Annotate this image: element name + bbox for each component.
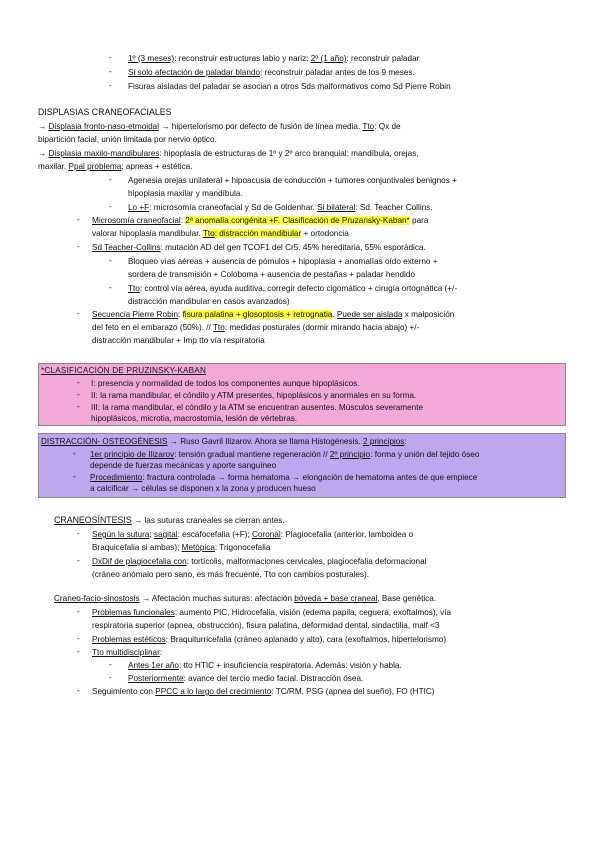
bullet: - [73, 472, 76, 481]
pruzinsky-item-3: III: la rama mandibular, el cóndilo y la ATM se encuentran ausentes. Músculos severamente [91, 403, 424, 412]
intro-line-2: Si solo afectación de paladar blando: reconstruir paladar antes de los 9 meses. [128, 68, 415, 77]
bullet: - [109, 256, 112, 265]
microsomia-line-1: Microsomía craneofacial: 2ª anomalía congénita +F. Clasificación de Pruzansky-Kaban* para [92, 216, 429, 225]
bullet: - [109, 283, 112, 292]
bullet: - [109, 202, 112, 211]
pruzinsky-title: *CLASIFICACIÓN DE PRUZINSKY-KABAN [41, 366, 207, 375]
esteticos-line: Problemas estéticos: Braquiturricefalia (cráneo aplanado y alto), cara (exoftalmos, hipertelorismo) [92, 635, 447, 644]
tto-collins-line-1: Tto: control vía aérea, ayuda auditiva, corregir defecto cigomático + cirugía ortognática (+/- [128, 284, 458, 293]
procedimiento-line: Procedimiento: fractura controlada → forma hematoma → elongación de hematoma antes de que empiece [90, 473, 478, 482]
bullet: - [109, 53, 112, 62]
bullet: - [77, 607, 80, 616]
bullet: - [109, 67, 112, 76]
fronto-line: → Displasia fronto-naso-etmoidal → hipertelorismo por defecto de fusión de línea media. Tto: Qx de [38, 122, 401, 131]
posteriormente-line: Posteriormente: avance del tercio medio facial. Distracción ósea. [128, 674, 364, 683]
teacher-line: Sd Teacher-Collins: mutación AD del gen TCOF1 del Cr5. 45% hereditaria, 55% esporádica. [92, 243, 426, 252]
maxilo-cont: maxilar. Ppal problema: apneas + estética. [38, 162, 193, 171]
bullet: - [73, 449, 76, 458]
funcionales-line-1: Problemas funcionales: aumento PIC, Hidrocefalia, visión (edema papila, ceguera, exoftalmos), vía [92, 608, 452, 617]
maxilo-line: → Displasia maxilo-mandibulares: hipoplasia de estructuras de 1º y 2º arco branquial: mandíbula, orejas, [38, 149, 419, 158]
pruzinsky-item-2: II: la rama mandibular, el cóndilo y ATM presentes, hipoplásicos y anormales en su forma. [91, 391, 417, 400]
sutura-line-2: Braquicefalia si ambas); Metópica: Trigonocefalia [92, 543, 271, 552]
dxdif-line-1: DxDif de plagiocefalia con: tortícolis, malformaciones cervicales, plagiocefalia deformacional [92, 557, 427, 566]
pruzinsky-item-1: I: presencia y normalidad de todos los componentes aunque hipoplásicos. [91, 379, 360, 388]
principio-1-line: 1er principio de Ilizarov: tensión gradual mantiene regeneración // 2º principio: forma y unión del tejido óseo [90, 450, 480, 459]
bullet: - [77, 556, 80, 565]
bloqueo-line-2: sordera de transmisión + Coloboma + ausencia de pestañas + paladar hendido [128, 270, 415, 279]
tto-multi-line: Tto multidisciplinar: [92, 648, 163, 657]
bullet: - [77, 215, 80, 224]
bloqueo-line-1: Bloqueo vías aéreas + ausencia de pómulos + hipoplasia + anomalías oído externo + [128, 257, 438, 266]
bullet: - [109, 81, 112, 90]
robin-line-1: Secuencia Pierre Robin: fisura palatina + glosoptosis + retrognatia. Puede ser aislada x malposición [92, 310, 455, 319]
bullet: - [77, 242, 80, 251]
seguimiento-line: Seguimiento con PPCC a lo largo del crecimiento: TC/RM, PSG (apnea del sueño), FO (HTIC) [92, 687, 435, 696]
pruzinsky-box [38, 363, 566, 426]
fronto-cont: bipartición facial, unión limitada por nervio óptico. [38, 135, 217, 144]
tto-collins-line-2: distracción mandibular en casos avanzados) [128, 297, 290, 306]
section-heading-displasias: DISPLASIAS CRANEOFACIALES [38, 107, 172, 117]
antes-line: Antes 1er año: tto HTIC + insuficiencia respiratoria. Además: visión y habla. [128, 661, 402, 670]
principio-1-cont: depende de fuerzas mecánicas y aporte sanguíneo [90, 461, 277, 470]
dxdif-line-2: (cráneo anómalo pero sano, es más frecuente. Tto con cambios posturales). [92, 570, 370, 579]
procedimiento-cont: a calcificar → células se disponen x la zona y producen hueso [90, 484, 316, 493]
craneosintesis-heading: CRANEOSÍNTESIS → las suturas craneales se cierran antes. [54, 515, 285, 525]
distraccion-title: DISTRACCIÓN- OSTEOGÉNESIS → Ruso Gavril Ilizarov. Ahora se llama Histogénesis. 2 principios: [41, 437, 407, 446]
sutura-line-1: Según la sutura: sagital: escafocefalia (+F); Coronal: Plagiocefalia (anterior, lamboidea o [92, 530, 414, 539]
funcionales-line-2: respiratoria superior (apnea, obstrucción), fisura palatina, deformidad dental, sindactilia, malf <3 [92, 621, 440, 630]
bullet: - [109, 673, 112, 682]
bullet: - [77, 378, 80, 387]
bullet: - [77, 529, 80, 538]
pruzinsky-item-3-cont: hipoplásicos, microtia, macrostomía, lesión de vértebras. [91, 414, 298, 423]
bullet: - [77, 309, 80, 318]
agenesia-line-2: hipoplasia maxilar y mandíbula. [128, 189, 243, 198]
agenesia-line-1: Agenesia orejas unilateral + hipoacusia de conducción + tumores conjuntivales benignos + [128, 176, 457, 185]
microsomia-line-2: valorar hipoplasia mandibular. Tto: distracción mandibular + ortodoncia [92, 229, 349, 238]
bullet: - [77, 390, 80, 399]
bullet: - [77, 647, 80, 656]
lo-line: Lo +F: microsomía craneofacial y Sd de Goldenhar. Si bilateral: Sd. Teacher Collins. [128, 203, 433, 212]
bullet: - [77, 402, 80, 411]
bullet: - [109, 660, 112, 669]
bullet: - [77, 634, 80, 643]
bullet: - [77, 686, 80, 695]
sinostosis-heading: Craneo-facio-sinostosis → Afectación muchas suturas: afectación bóveda + base craneal. Base genética. [54, 594, 437, 603]
intro-line-3: Fisuras aisladas del paladar se asocian a otros Sds malformativos como Sd Pierre Robin [128, 82, 451, 91]
distraccion-box [38, 433, 566, 498]
bullet: - [109, 175, 112, 184]
robin-line-2: del feto en el embarazo (50%). // Tto: medidas posturales (dormir mirando hacia abajo) +/- [92, 323, 420, 332]
intro-line-1: 1º (3 meses): reconstruir estructuras labio y nariz; 2º (1 año): reconstruir paladar [128, 54, 420, 63]
robin-line-3: distracción mandibular + Imp tto vía respiratoria [92, 336, 265, 345]
